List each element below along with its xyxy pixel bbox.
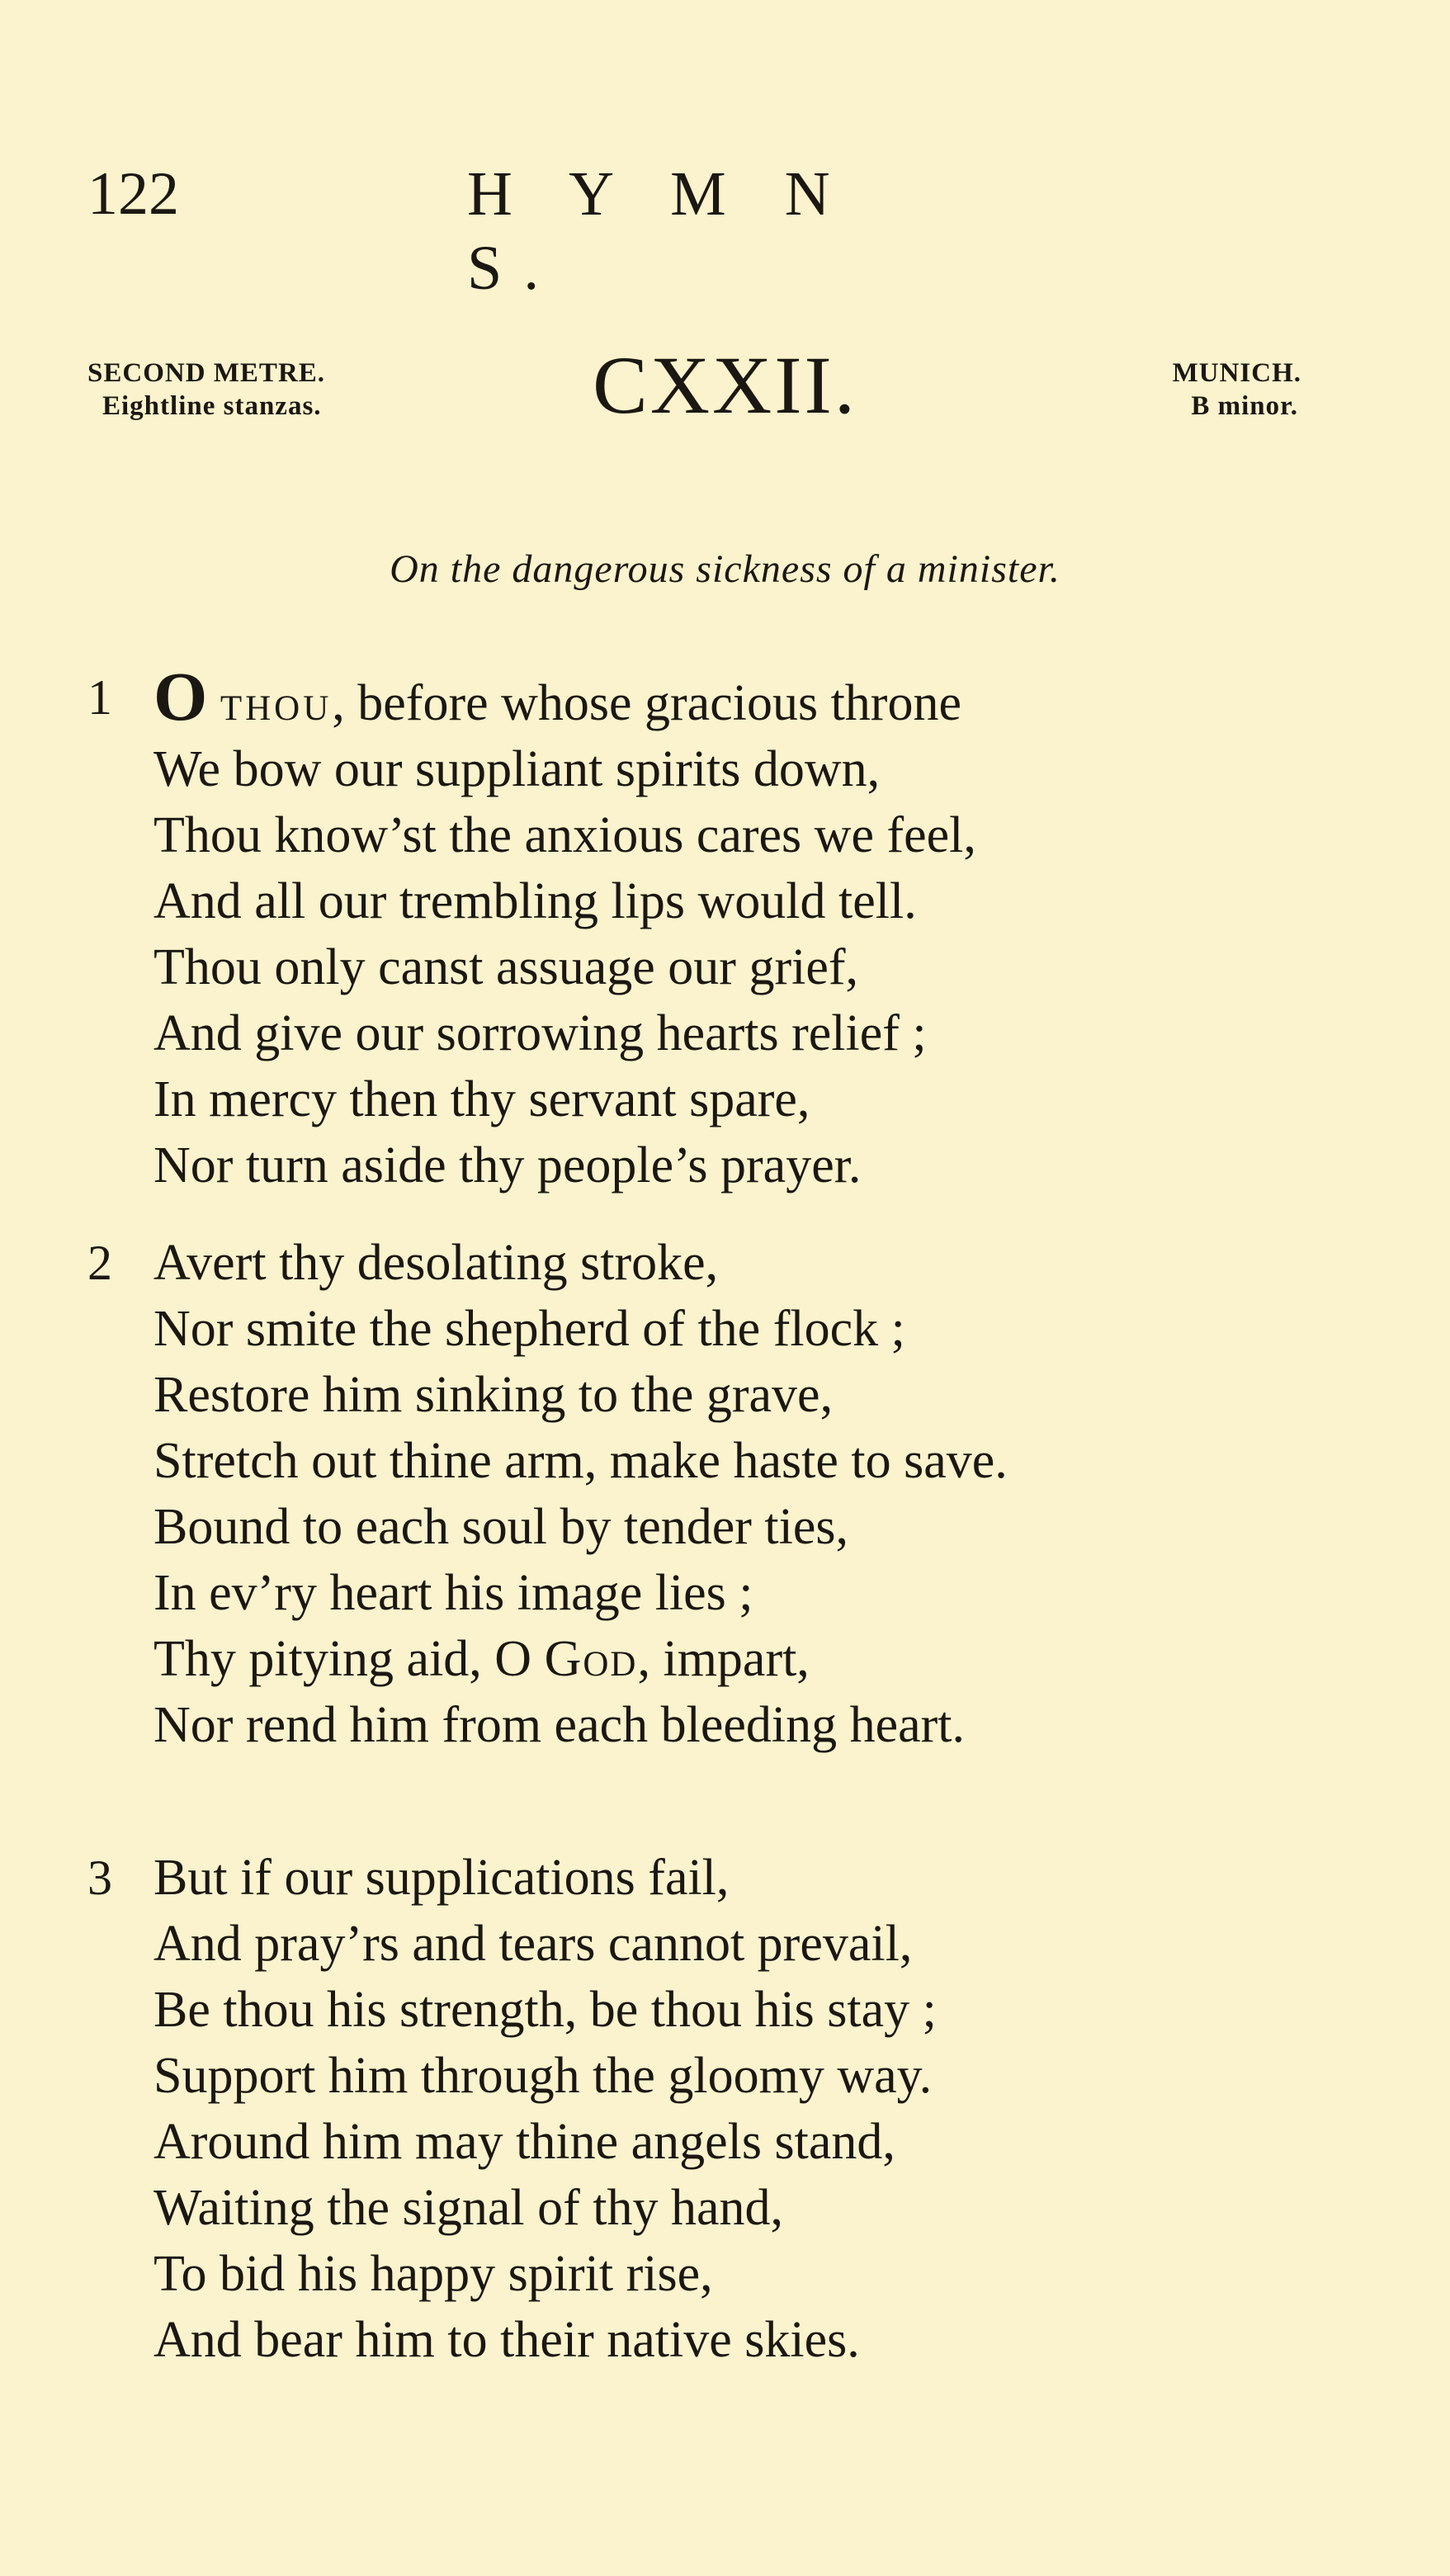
small-caps-word: God <box>544 1631 638 1687</box>
stanza-line: Nor smite the shepherd of the flock ; <box>154 1301 905 1357</box>
stanza-line: Thou know’st the anxious cares we feel, <box>154 807 976 863</box>
running-head <box>87 157 913 303</box>
tune-info <box>1173 357 1301 423</box>
stanza-line: Avert thy desolating stroke, <box>154 1235 719 1291</box>
stanza-line: To bid his happy spirit rise, <box>154 2246 713 2302</box>
stanza-line: Be thou his strength, be thou his stay ; <box>154 1982 937 2038</box>
stanza-1 <box>87 659 1243 1198</box>
stanza-line: But if our supplications fail, <box>154 1850 730 1906</box>
stanza-line: And give our sorrowing hearts relief ; <box>154 1005 927 1061</box>
small-caps-word: thou <box>220 675 333 731</box>
stanza-line: We bow our suppliant spirits down, <box>154 741 881 797</box>
drop-cap: O <box>154 659 208 735</box>
running-title: H Y M N S. <box>467 159 852 303</box>
metre-label: SECOND METRE. <box>87 358 326 388</box>
stanza-number: 2 <box>87 1236 112 1290</box>
stanza-line: And pray’rs and tears cannot prevail, <box>154 1916 913 1972</box>
line-text: , before whose gracious throne <box>332 675 961 731</box>
stanza-line <box>87 1626 1243 1692</box>
stanza-number: 1 <box>87 670 112 725</box>
stanza-line: Bound to each soul by tender ties, <box>154 1499 848 1555</box>
tune-key: B minor. <box>1191 391 1298 421</box>
stanza-line: And bear him to their native skies. <box>154 2312 860 2368</box>
hymn-subtitle: On the dangerous sickness of a minister. <box>390 547 1060 591</box>
stanza-2 <box>87 1230 1243 1758</box>
stanza-line: Around him may thine angels stand, <box>154 2114 895 2170</box>
stanza-form-label: Eightline stanzas. <box>102 391 322 421</box>
tune-name: MUNICH. <box>1172 358 1301 388</box>
stanza-number: 3 <box>87 1850 112 1905</box>
stanza-line: Restore him sinking to the grave, <box>154 1367 834 1423</box>
hymn-number: CXXII. <box>593 339 857 431</box>
stanza-line: Thou only canst assuage our grief, <box>154 939 858 995</box>
stanza-line <box>87 659 1243 736</box>
stanza-3 <box>87 1845 1243 2373</box>
stanza-line: Nor rend him from each bleeding heart. <box>154 1697 966 1753</box>
line-text: Thy pitying aid, O <box>154 1631 545 1687</box>
stanza-line: And all our trembling lips would tell. <box>154 873 917 929</box>
page-number: 122 <box>87 160 179 228</box>
stanza-line: In ev’ry heart his image lies ; <box>154 1565 753 1621</box>
stanza-line: Nor turn aside thy people’s prayer. <box>154 1137 862 1193</box>
stanza-line: Waiting the signal of thy hand, <box>154 2180 783 2236</box>
stanza-line: Support him through the gloomy way. <box>154 2048 933 2104</box>
line-text: , impart, <box>637 1631 810 1687</box>
stanza-line: In mercy then thy servant spare, <box>154 1071 810 1127</box>
stanza-line: Stretch out thine arm, make haste to save. <box>154 1433 1008 1489</box>
